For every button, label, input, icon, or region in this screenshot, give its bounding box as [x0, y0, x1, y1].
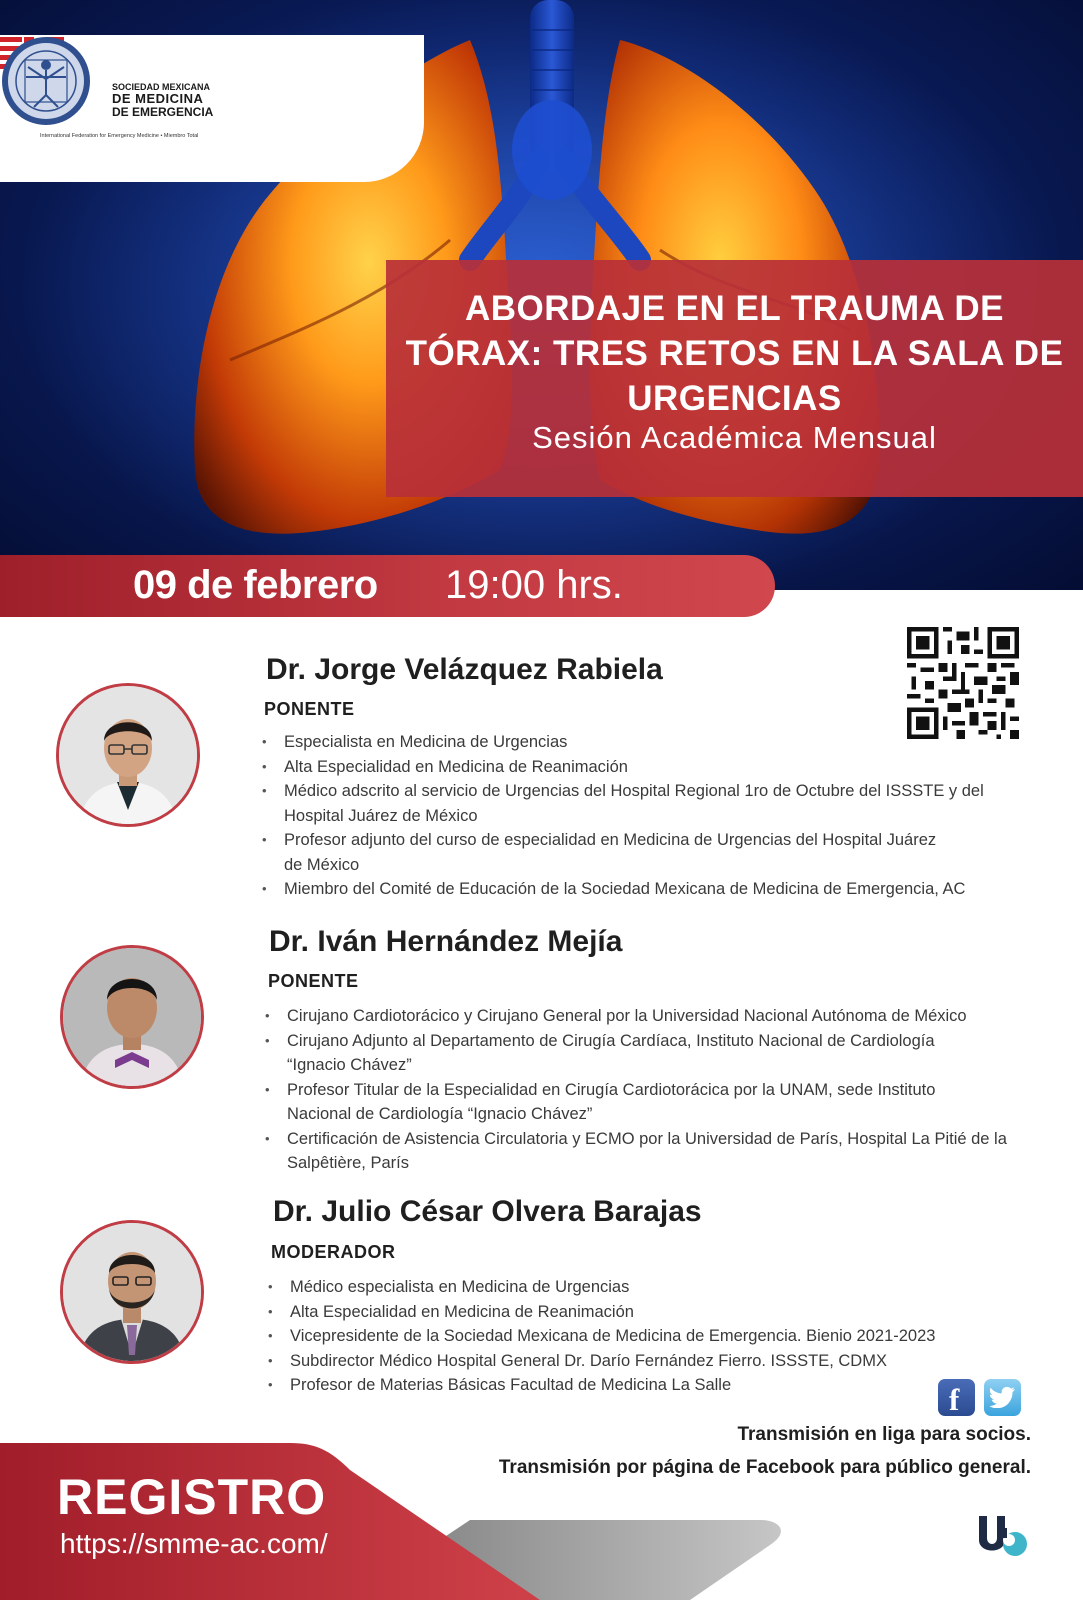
speaker-1-name: Dr. Jorge Velázquez Rabiela [266, 653, 663, 686]
speaker-2-bullet: • Cirujano Cardiotorácico y Cirujano General por la Universidad Nacional Autónoma de México [265, 1004, 1045, 1029]
speaker-1-bullet: • Médico adscrito al servicio de Urgencias del Hospital Regional 1ro de Octubre del ISSSTE y del Hospital Juárez de México [262, 779, 984, 828]
speaker-1-bullet: • Alta Especialidad en Medicina de Reanimación [262, 755, 1042, 780]
speaker-2-bullet: • Certificación de Asistencia Circulatoria y ECMO por la Universidad de París, Hospital La Pitié de la Salpêtière, París [265, 1127, 1027, 1176]
event-title: ABORDAJE EN EL TRAUMA DE TÓRAX: TRES RETOS EN LA SALA DE URGENCIAS [405, 289, 1064, 418]
speaker-1-role: PONENTE [264, 699, 355, 719]
smme-name-line2: DE MEDICINA [112, 91, 204, 107]
speaker-1-bullet: • Miembro del Comité de Educación de la Sociedad Mexicana de Medicina de Emergencia, AC [262, 877, 1042, 902]
speaker-1-bullet: • Profesor adjunto del curso de especialidad en Medicina de Urgencias del Hospital Juárez de México [262, 828, 944, 877]
transmission-members: Transmisión en liga para socios. [737, 1424, 1031, 1445]
speaker-1-bullet: • Especialista en Medicina de Urgencias [262, 730, 1042, 755]
registration-url[interactable]: https://smme-ac.com/ [60, 1528, 328, 1559]
facebook-glyph: f [949, 1382, 960, 1417]
speaker-3-name: Dr. Julio César Olvera Barajas [273, 1195, 702, 1228]
speaker-3-bullet: • Profesor de Materias Básicas Facultad de Medicina La Salle [268, 1373, 1008, 1398]
smme-federation-text: International Federation for Emergency Medicine • Miembro Total [40, 133, 199, 139]
speaker-2-role: PONENTE [268, 971, 359, 991]
speaker-2-bullet: • Profesor Titular de la Especialidad en Cirugía Cardiotorácica por la UNAM, sede Instituto Nacional de Cardiología “Ignacio Chávez” [265, 1078, 997, 1127]
smme-name-line1: SOCIEDAD MEXICANA [112, 82, 211, 92]
speaker-2-bullet: • Cirujano Adjunto al Departamento de Cirugía Cardíaca, Instituto Nacional de Cardiología “Ignacio Chávez” [265, 1029, 997, 1078]
speaker-3-bullet: • Alta Especialidad en Medicina de Reanimación [268, 1300, 1008, 1325]
event-time: 19:00 hrs. [445, 563, 623, 607]
speaker-3-bullet: • Subdirector Médico Hospital General Dr. Darío Fernández Fierro. ISSSTE, CDMX [268, 1349, 1008, 1374]
speaker-2-name: Dr. Iván Hernández Mejía [269, 925, 623, 958]
smme-mini-logo-icon [975, 1514, 1031, 1560]
event-subtitle: Sesión Académica Mensual [532, 420, 937, 455]
transmission-facebook: Transmisión por página de Facebook para público general. [498, 1457, 1031, 1478]
smme-name-line3: DE EMERGENCIA [112, 105, 214, 120]
registration-title: REGISTRO [57, 1469, 327, 1525]
event-date: 09 de febrero [133, 563, 378, 607]
speaker-3-bullet: • Médico especialista en Medicina de Urgencias [268, 1275, 1008, 1300]
speaker-3-role: MODERADOR [271, 1242, 396, 1262]
speaker-3-bullet: • Vicepresidente de la Sociedad Mexicana de Medicina de Emergencia. Bienio 2021-2023 [268, 1324, 1008, 1349]
